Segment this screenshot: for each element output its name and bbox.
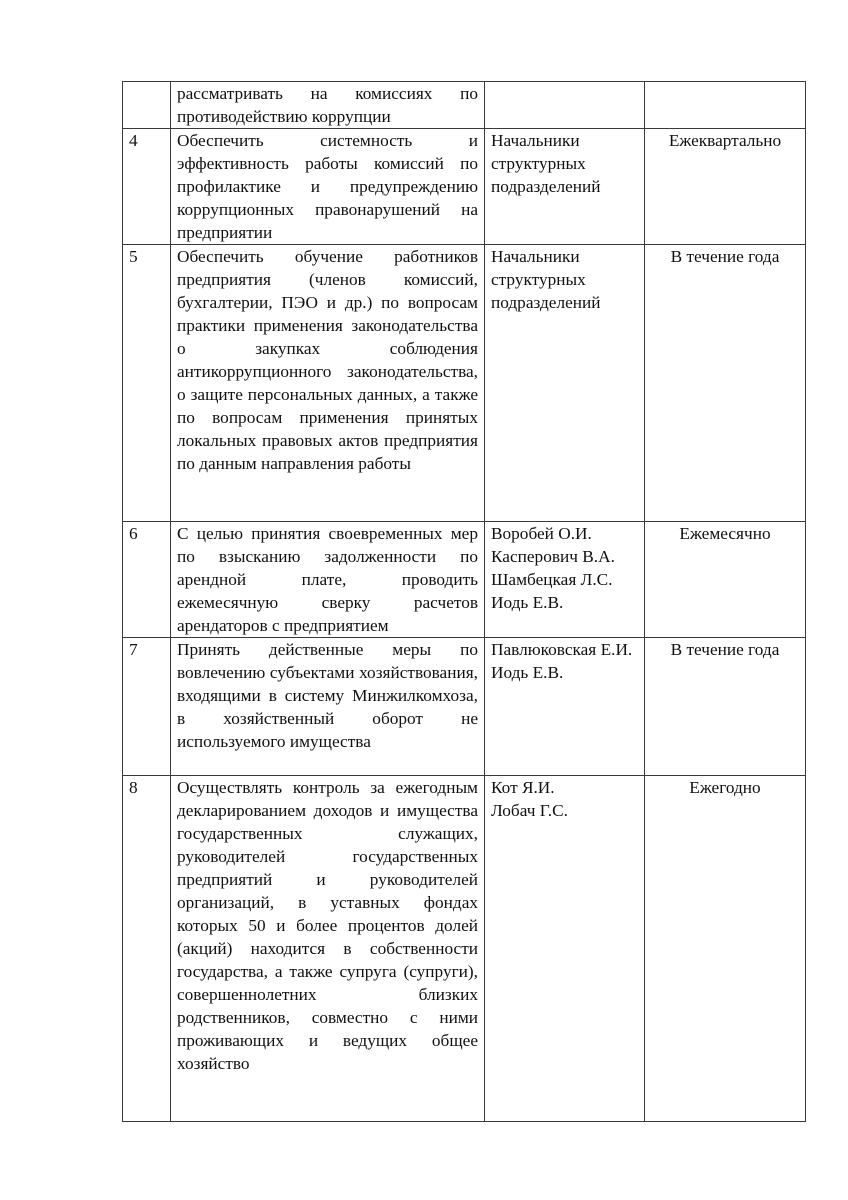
- task-cell: [171, 245, 485, 522]
- responsible-line: структурных: [491, 270, 586, 289]
- row-number-cell: [123, 82, 171, 129]
- term-cell: В течение года: [645, 638, 806, 776]
- task-cell: [171, 776, 485, 1122]
- responsible-line: подразделений: [491, 177, 601, 196]
- row-number-cell: 4: [123, 129, 171, 245]
- table-row: [123, 129, 806, 245]
- task-cell: [171, 82, 485, 129]
- responsible-line: Иодь Е.В.: [491, 593, 564, 612]
- term-cell: [645, 82, 806, 129]
- term-cell: Ежемесячно: [645, 522, 806, 638]
- task-text: Принять действенные меры по вовлечению субъектами хозяйствования, входящими в систему Минжилкомхоза, в хозяйственный оборот не используемого имущества: [177, 640, 478, 751]
- task-cell: [171, 129, 485, 245]
- task-text: рассматривать на комиссиях по противодействию коррупции: [177, 84, 478, 126]
- responsible-cell: [485, 776, 645, 1122]
- responsible-line: Иодь Е.В.: [491, 663, 564, 682]
- responsible-line: Кот Я.И.: [491, 778, 555, 797]
- term-cell: В течение года: [645, 245, 806, 522]
- responsible-cell: [485, 638, 645, 776]
- responsible-cell: [485, 245, 645, 522]
- task-cell: [171, 638, 485, 776]
- responsible-line: структурных: [491, 154, 586, 173]
- table-row-continuation: [123, 82, 806, 129]
- responsible-line: Лобач Г.С.: [491, 801, 568, 820]
- anticorruption-plan-table: [122, 81, 806, 1122]
- table-row: [123, 776, 806, 1122]
- task-text: Обеспечить системность и эффективность работы комиссий по профилактике и предупреждению коррупционных правонарушений на предприятии: [177, 131, 478, 242]
- responsible-line: Начальники: [491, 247, 580, 266]
- table-row: [123, 245, 806, 522]
- task-text: Обеспечить обучение работников предприятия (членов комиссий, бухгалтерии, ПЭО и др.) по вопросам практики применения законодательства о закупках соблюдения антикоррупционного законодательства, о защите персональных данных, а также по вопросам применения принятых локальных правовых актов предприятия по данным направления работы: [177, 247, 478, 473]
- row-number-cell: 6: [123, 522, 171, 638]
- responsible-line: подразделений: [491, 293, 601, 312]
- task-text: Осуществлять контроль за ежегодным декларированием доходов и имущества государственных служащих, руководителей государственных предприятий и руководителей организаций, в уставных фондах которых 50 и более процентов долей (акций) находится в собственности государства, а также супруга (супруги), совершеннолетних близких родственников, совместно с ними проживающих и ведущих общее хозяйство: [177, 778, 478, 1073]
- row-number-cell: 8: [123, 776, 171, 1122]
- responsible-line: Шамбецкая Л.С.: [491, 570, 613, 589]
- table-row: [123, 522, 806, 638]
- term-cell: Ежегодно: [645, 776, 806, 1122]
- responsible-line: Воробей О.И.: [491, 524, 592, 543]
- term-cell: Ежеквартально: [645, 129, 806, 245]
- responsible-line: Касперович В.А.: [491, 547, 615, 566]
- table-row: [123, 638, 806, 776]
- row-number-cell: 5: [123, 245, 171, 522]
- task-cell: [171, 522, 485, 638]
- responsible-cell: [485, 129, 645, 245]
- row-number-cell: 7: [123, 638, 171, 776]
- responsible-cell: [485, 82, 645, 129]
- task-text: С целью принятия своевременных мер по взысканию задолженности по арендной плате, проводить ежемесячную сверку расчетов арендаторов с предприятием: [177, 524, 478, 635]
- responsible-line: Павлюковская Е.И.: [491, 640, 633, 659]
- responsible-cell: [485, 522, 645, 638]
- responsible-line: Начальники: [491, 131, 580, 150]
